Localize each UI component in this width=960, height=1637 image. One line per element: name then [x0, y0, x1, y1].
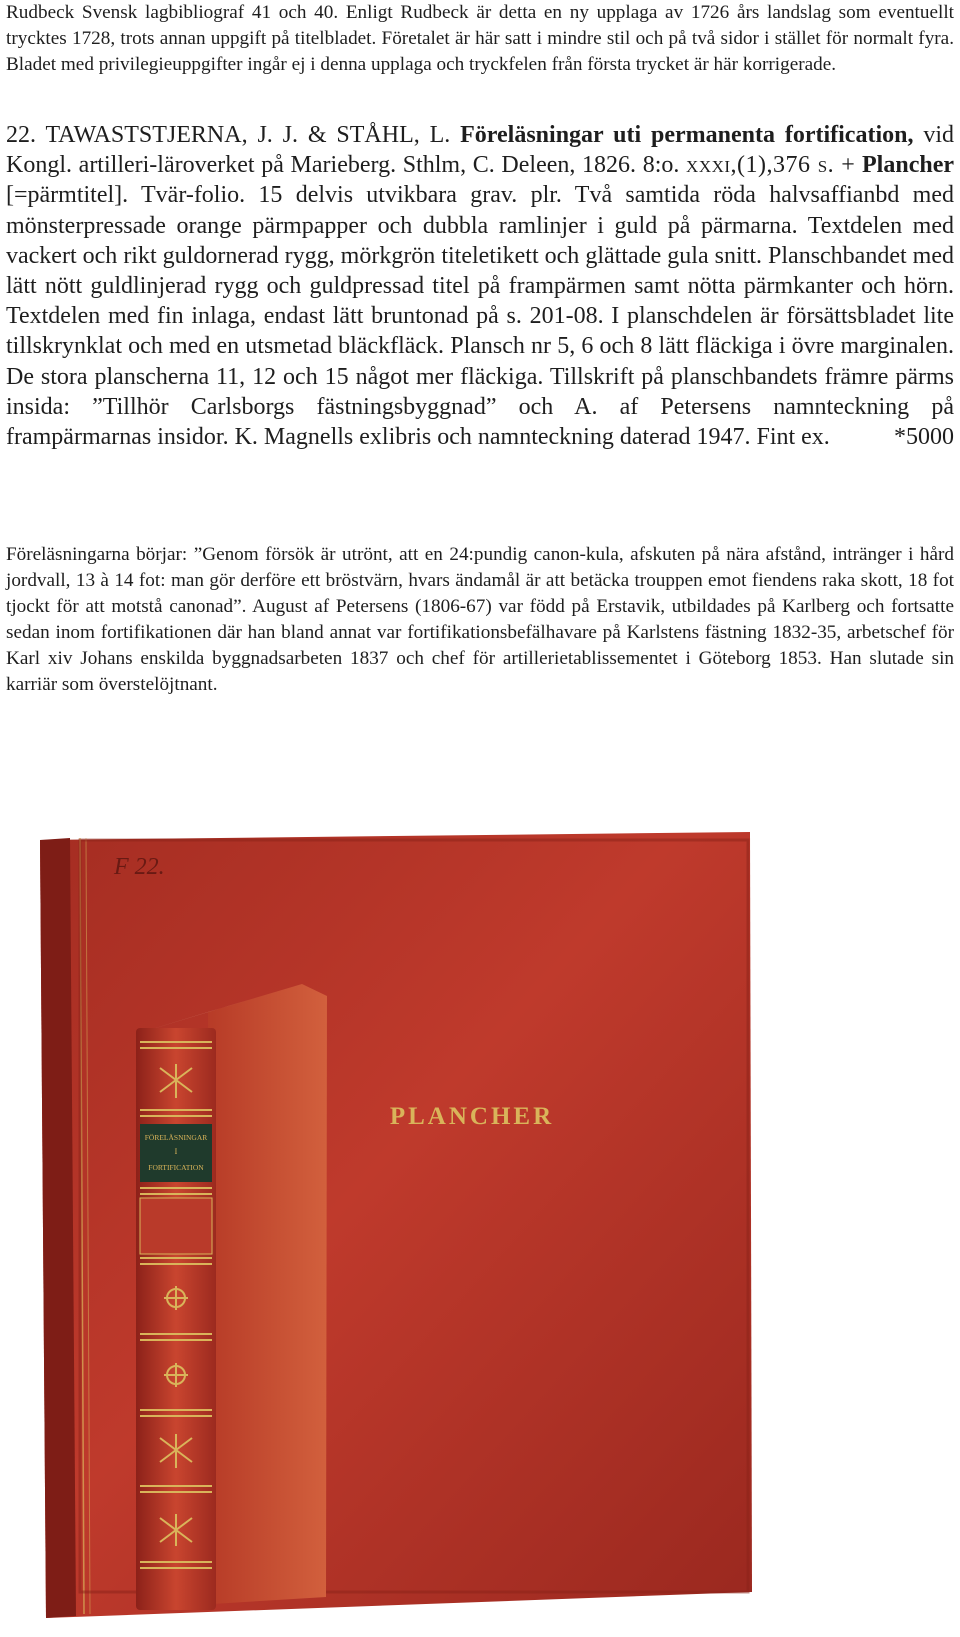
- entry-plates-title: Plancher: [862, 152, 954, 179]
- spine-label-line-3: FORTIFICATION: [148, 1163, 204, 1172]
- previous-entry-text: [6, 0, 954, 78]
- book-photograph: [40, 832, 956, 1632]
- text-volume-side: [208, 984, 327, 1604]
- previous-entry-body: Rudbeck Svensk lagbibliograf 41 och 40. Enligt Rudbeck är detta en ny upplaga av 1726 års landslag som eventuellt trycktes 1728, trots annan uppgift på titelbladet. Företalet är här satt i mindre stil och på två sidor i stället för normalt fyra. Bladet med privilegieuppgifter ingår ej i denna upplaga och tryckfelen från första trycket är här korrigerade.: [6, 2, 954, 75]
- catalogue-entry: [6, 120, 954, 452]
- plate-volume-spine-strip: [40, 838, 76, 1618]
- cover-title: PLANCHER: [389, 1103, 555, 1130]
- entry-number: 22.: [6, 122, 36, 148]
- entry-imprint: vid Kongl. artilleri-läroverket på Marieberg. Sthlm, C. Deleen, 1826. 8:o.: [6, 122, 955, 179]
- spine-label-line-2: I: [174, 1147, 178, 1156]
- entry-collation: xxxi,(1),376 s. +: [686, 152, 856, 179]
- entry-note-body: Föreläsningarna börjar: ”Genom försök är utrönt, att en 24:pundig canon-kula, afskuten på nära afstånd, intränger i hård jordvall, 13 à 14 fot: man gör derföre ett bröstvärn, hvars ändamål är att betäcka trouppen emot fiendens raka skott, 18 fot tjockt för att motstå canonad”. August af Petersens (1806-67) var född på Erstavik, utbildades på Karlberg och fortsatte sedan inom fortifikationen där han bland annat var fortifikationsbefälhavare på Karlstens fästning 1832-35, arbetschef för Karl xiv Johans enskilda byggnadsarbeten 1837 och chef för artillerietablissementet i Göteborg 1853. Han slutade sin karriär som överstelöjtnant.: [6, 544, 954, 695]
- spine-lower-label: [140, 1198, 212, 1254]
- cover-inscription: F 22.: [114, 854, 165, 880]
- entry-plates-description: [=pärmtitel]. Tvär-folio. 15 delvis utvikbara grav. plr.: [6, 182, 562, 209]
- text-volume: [136, 984, 327, 1610]
- entry-price: *5000: [894, 424, 954, 451]
- entry-note: [6, 542, 954, 698]
- spine-label-line-1: FÖRELÄSNINGAR: [144, 1133, 208, 1142]
- book-photo-svg: [40, 832, 956, 1632]
- entry-description: Två samtida röda halvsaffianbd med mönsterpressade orange pärmpapper och dubbla ramlinjer i guld på pärmarna. Textdelen med vackert och rikt guldornerad rygg, mörkgrön titeletikett och glättade gula snitt. Planschbandet med lätt nött guldlinjerad rygg och guldpressad titel på frampärmen samt nötta pärmkanter och hörn. Textdelen med fin inlaga, endast lätt bruntonad på s. 201-08. I planschdelen är försättsbladet lite tillskrynklat och med en utsmetad bläckfläck. Plansch nr 5, 6 och 8 lätt fläckiga i övre marginalen. De stora planscherna 11, 12 och 15 något mer fläckiga. Tillskrift på planschbandets främre pärms insida: ”Tillhör Carlsborgs fästningsbyggnad” och A. af Petersens namnteckning på frampärmarnas insidor. K. Magnells exlibris och namnteckning daterad 1947. Fint ex.: [6, 182, 955, 451]
- entry-authors: TAWASTSTJERNA, J. J. & STÅHL, L.: [45, 122, 451, 148]
- entry-title: Föreläsningar uti permanenta fortification,: [460, 122, 914, 148]
